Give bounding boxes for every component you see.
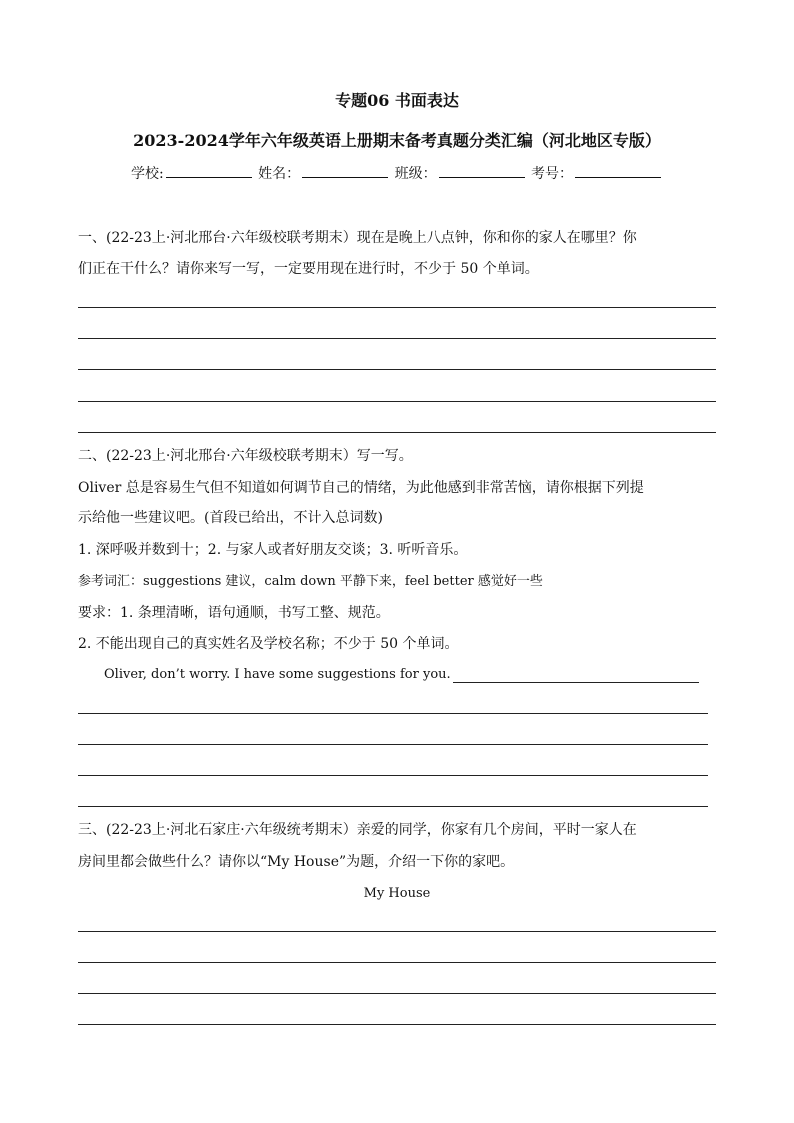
q1-writing-line[interactable] bbox=[78, 338, 716, 339]
q2-writing-line[interactable] bbox=[78, 775, 708, 776]
q1-writing-line[interactable] bbox=[78, 432, 716, 433]
q2-requirement-2: 2. 不能出现自己的真实姓名及学校名称；不少于 50 个单词。 bbox=[78, 636, 459, 652]
school-blank[interactable] bbox=[166, 164, 252, 178]
page-subtitle: 2023-2024学年六年级英语上册期末备考真题分类汇编（河北地区专版） bbox=[133, 131, 661, 150]
q3-prompt-line-2: 房间里都会做些什么？请你以“My House”为题，介绍一下你的家吧。 bbox=[78, 854, 515, 870]
q2-starter-blank[interactable] bbox=[453, 682, 699, 683]
q3-writing-line[interactable] bbox=[78, 931, 716, 932]
q1-writing-line[interactable] bbox=[78, 307, 716, 308]
student-info-row bbox=[0, 163, 794, 183]
q2-writing-line[interactable] bbox=[78, 713, 708, 714]
page-title: 专题06 书面表达 bbox=[335, 91, 459, 110]
q2-prompt-line-1: Oliver 总是容易生气但不知道如何调节自己的情绪，为此他感到非常苦恼，请你根据下列提 bbox=[78, 480, 644, 496]
q3-prompt-line-1: 三、(22-23上·河北石家庄·六年级统考期末）亲爱的同学，你家有几个房间，平时一家人在 bbox=[78, 822, 637, 838]
class-blank[interactable] bbox=[439, 164, 525, 178]
exam-number-label: 考号： bbox=[531, 166, 574, 182]
q2-vocabulary: 参考词汇：suggestions 建议，calm down 平静下来，feel better 感觉好一些 bbox=[78, 574, 543, 589]
q2-writing-line[interactable] bbox=[78, 744, 708, 745]
q1-writing-line[interactable] bbox=[78, 369, 716, 370]
q1-prompt-line-1: 一、(22-23上·河北邢台·六年级校联考期末）现在是晚上八点钟，你和你的家人在哪里？你 bbox=[78, 230, 637, 246]
q1-prompt-line-2: 们正在干什么？请你来写一写，一定要用现在进行时，不少于 50 个单词。 bbox=[78, 261, 539, 277]
q3-writing-line[interactable] bbox=[78, 962, 716, 963]
exam-number-blank[interactable] bbox=[575, 164, 661, 178]
name-label: 姓名： bbox=[258, 166, 301, 182]
q2-hints: 1. 深呼吸并数到十；2. 与家人或者好朋友交谈；3. 听听音乐。 bbox=[78, 542, 468, 558]
q3-writing-line[interactable] bbox=[78, 993, 716, 994]
q2-starter-sentence: Oliver, don’t worry. I have some suggestions for you. bbox=[104, 667, 451, 682]
q2-requirement-1: 要求：1. 条理清晰，语句通顺，书写工整、规范。 bbox=[78, 605, 390, 621]
q1-writing-line[interactable] bbox=[78, 401, 716, 402]
q3-writing-line[interactable] bbox=[78, 1024, 716, 1025]
class-label: 班级： bbox=[394, 166, 437, 182]
q2-writing-line[interactable] bbox=[78, 806, 708, 807]
q2-prompt-line-2: 示给他一些建议吧。(首段已给出，不计入总词数) bbox=[78, 510, 383, 526]
name-blank[interactable] bbox=[302, 164, 388, 178]
school-label: 学校: bbox=[130, 166, 164, 182]
q3-essay-title: My House bbox=[363, 886, 431, 901]
q2-heading: 二、(22-23上·河北邢台·六年级校联考期末）写一写。 bbox=[78, 448, 413, 464]
